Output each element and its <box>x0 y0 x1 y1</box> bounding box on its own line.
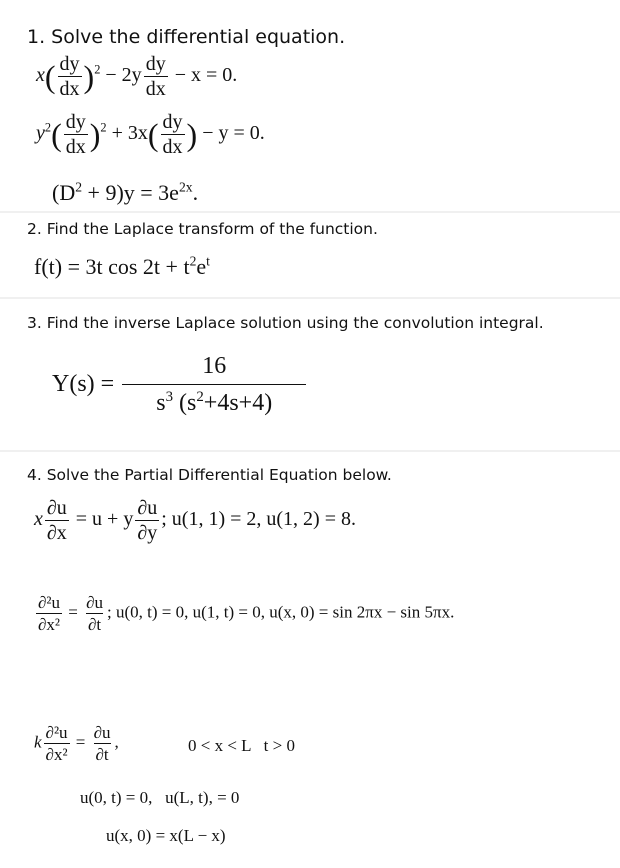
pde-1: x $\frac{\partial u}{\partial x}$ = u + y $\frac{\partial u}{\partial y}$ ; u(1, 1) = 2, u(1, 2) = 8. <box>34 497 356 544</box>
equation-1: x( $\frac{dy}{dx}$ )$^2$ − 2y $\frac{dy}{dx}$ − x = 0. <box>36 53 238 100</box>
equation-3: $(D^2 + 9)y = 3e^{2x}$. <box>52 179 199 205</box>
problem-1-heading: 1. Solve the differential equation. <box>27 26 346 48</box>
problem-4-heading: 4. Solve the Partial Differential Equation below. <box>27 466 392 484</box>
pde-2: $\frac{\text{∂²u}}{\text{∂x²}}$ = $\frac{\partial u}{\partial t}$ ; u(0, t) = 0, u(1, t) = 0, u(x, 0) = sin 2πx − sin 5πx. <box>38 593 455 634</box>
problem-3-heading: 3. Find the inverse Laplace solution using the convolution integral. <box>27 314 544 332</box>
laplace-function: f(t) = 3t $\cos 2t + t^2e^t$ <box>34 253 210 279</box>
inverse-laplace-equation: Y(s) = $\frac{16}{s^3 (s^2+4s+4)}$ <box>52 354 308 415</box>
pde-3: k $\frac{\text{∂²u}}{\text{∂x²}}$ = $\frac{\partial u}{\partial t}$ , <box>34 723 119 764</box>
pde-3-domain: 0 < x < L t > 0 <box>188 736 295 755</box>
equation-2: $y^2$( $\frac{dy}{dx}$ )$^2$ + 3x( $\frac{dy}{dx}$ ) − y = 0. <box>36 111 265 158</box>
pde-3-boundary-conditions: u(0, t) = 0, u(L, t), = 0 <box>80 788 240 807</box>
section-divider <box>0 297 620 299</box>
pde-3-initial-condition: u(x, 0) = x(L − x) <box>106 826 226 845</box>
problem-2-heading: 2. Find the Laplace transform of the function. <box>27 220 378 238</box>
section-divider <box>0 211 620 213</box>
section-divider <box>0 450 620 452</box>
